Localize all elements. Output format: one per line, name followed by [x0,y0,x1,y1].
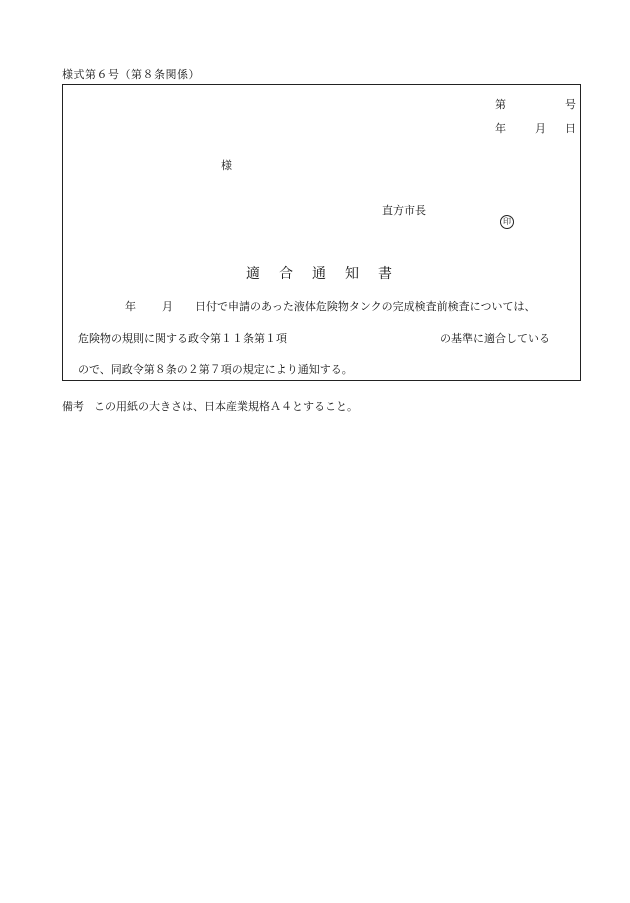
addressee-suffix: 様 [221,159,232,172]
body-month-label: 月 [162,300,173,313]
seal-mark: 印 [500,215,514,229]
date-day-label: 日 [565,122,576,135]
remark-label: 備考 [62,400,84,413]
body-line-1 [125,298,535,314]
remark [62,398,358,414]
date-month-label: 月 [535,122,546,135]
body-line-1-text: 日付で申請のあった液体危険物タンクの完成検査前検査については、 [195,300,536,313]
form-number-label: 様式第６号（第８条関係） [62,68,200,81]
number-prefix: 第 [495,98,506,111]
remark-text: この用紙の大きさは、日本産業規格Ａ４とすること。 [94,400,358,413]
body-year-label: 年 [125,300,136,313]
body-line-2-left: 危険物の規則に関する政令第１１条第１項 [78,332,287,345]
number-suffix: 号 [565,98,576,111]
body-line-2-right: の基準に適合している [440,332,550,345]
document-number-row [495,96,576,112]
date-year-label: 年 [495,122,506,135]
issuer-name: 直方市長 [382,204,426,217]
document-title: 適合通知書 [246,266,411,282]
issue-date-row [495,120,576,136]
notice-frame [62,84,581,381]
body-line-3: ので、同政令第８条の２第７項の規定により通知する。 [78,363,353,376]
